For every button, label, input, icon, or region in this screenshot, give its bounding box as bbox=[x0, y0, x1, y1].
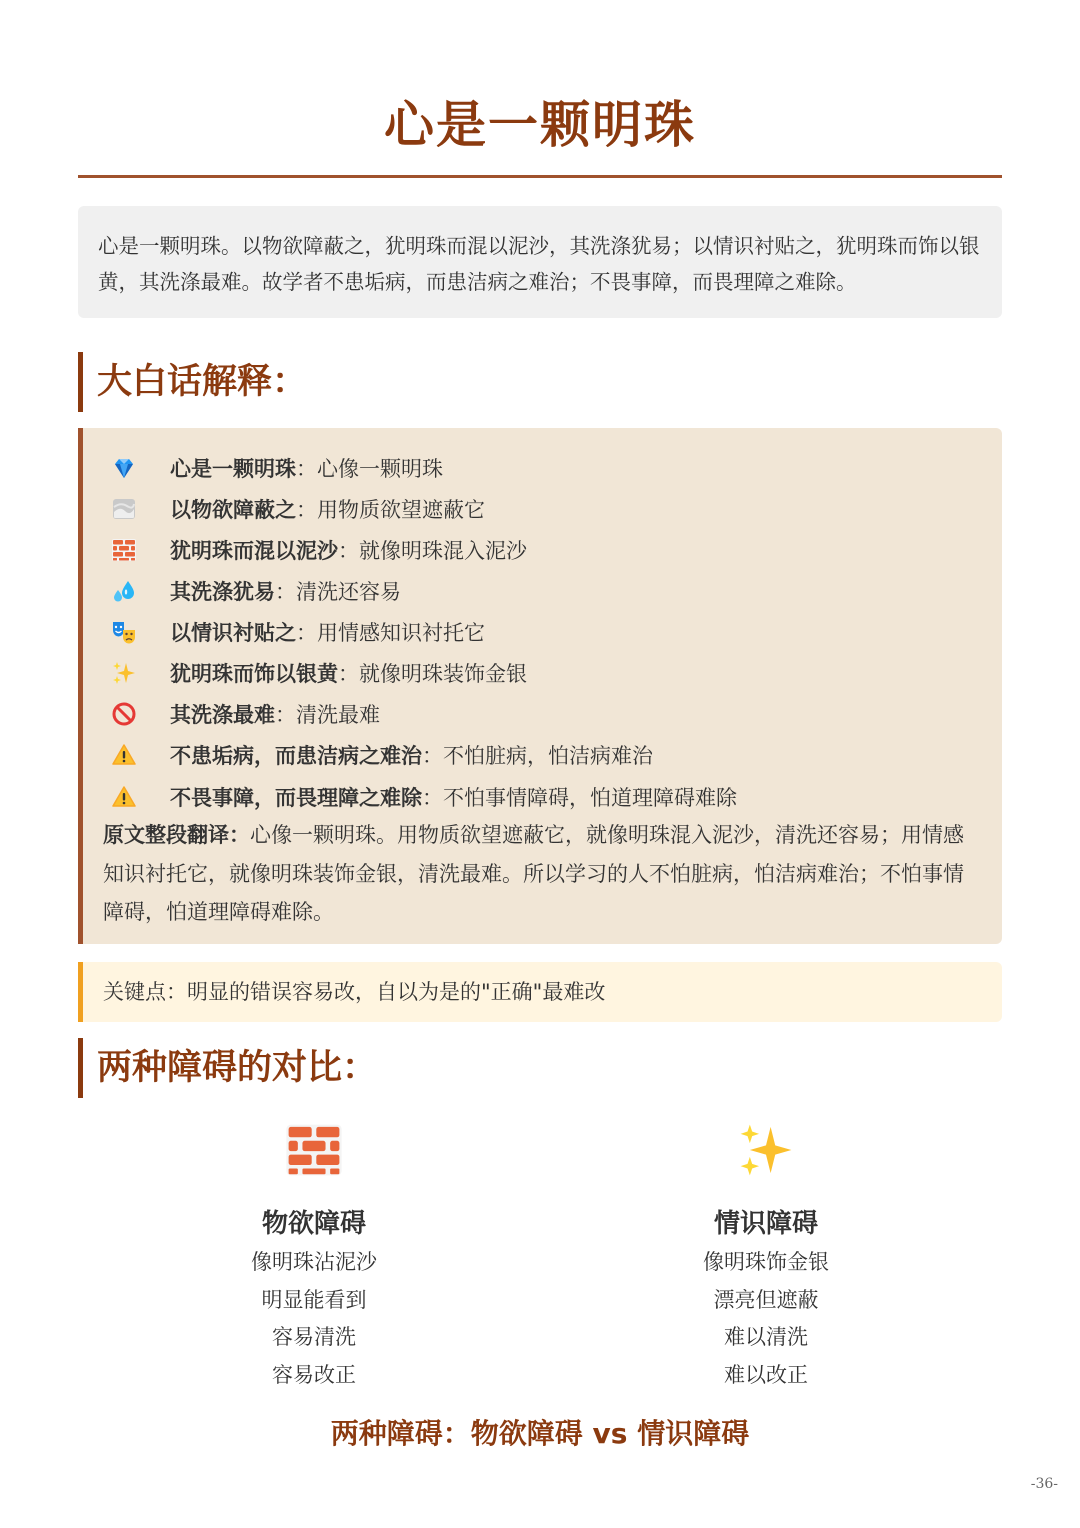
gloss-term: 其洗涤犹易 bbox=[170, 580, 275, 604]
gloss-meaning: 就像明珠装饰金银 bbox=[359, 662, 527, 686]
original-text-box: 心是一颗明珠。以物欲障蔽之，犹明珠而混以泥沙，其洗涤犹易；以情识衬贴之，犹明珠而饰以银黄，其洗涤最难。故学者不患垢病，而患洁病之难治；不畏事障，而畏理障之难除。 bbox=[78, 206, 1002, 318]
list-item: 像明珠沾泥沙 bbox=[251, 1250, 377, 1274]
gloss-row bbox=[111, 491, 485, 527]
gloss-term: 不患垢病，而患洁病之难治 bbox=[170, 744, 422, 768]
comparison-heading: 两种障碍的对比： bbox=[78, 1038, 1002, 1098]
brick-icon bbox=[111, 537, 137, 563]
list-item: 难以清洗 bbox=[724, 1325, 808, 1349]
list-item: 漂亮但遮蔽 bbox=[713, 1287, 819, 1312]
brick-icon bbox=[284, 1120, 344, 1180]
comparison-footer: 两种障碍：物欲障碍 vs 情识障碍 bbox=[330, 1417, 750, 1450]
sparkles-icon bbox=[111, 660, 137, 686]
gloss-meaning: 心像一颗明珠 bbox=[317, 457, 443, 481]
full-translation bbox=[103, 816, 983, 932]
prohibited-icon bbox=[111, 701, 137, 727]
gloss-meaning: 用情感知识衬托它 bbox=[317, 621, 485, 645]
gloss-term: 以物欲障蔽之 bbox=[170, 498, 296, 522]
sparkles-icon bbox=[736, 1120, 796, 1180]
warning-icon bbox=[111, 784, 137, 810]
explanation-heading: 大白话解释： bbox=[78, 352, 1002, 412]
gloss-separator: ： bbox=[422, 744, 443, 768]
gloss-row bbox=[111, 696, 380, 732]
gloss-separator: ： bbox=[338, 539, 359, 563]
page-number: -36- bbox=[1030, 1476, 1058, 1492]
gloss-term: 其洗涤最难 bbox=[170, 703, 275, 727]
explanation-box bbox=[78, 428, 1002, 944]
gloss-meaning: 清洗还容易 bbox=[296, 580, 401, 604]
gloss-separator: ： bbox=[338, 662, 359, 686]
gloss-meaning: 不怕事情障碍，怕道理障碍难除 bbox=[443, 786, 737, 810]
gloss-separator: ： bbox=[296, 457, 317, 481]
gloss-meaning: 就像明珠混入泥沙 bbox=[359, 539, 527, 563]
gloss-term: 心是一颗明珠 bbox=[170, 457, 296, 481]
sweat-droplets-icon bbox=[111, 578, 137, 604]
gloss-meaning: 用物质欲望遮蔽它 bbox=[317, 498, 485, 522]
comparison-right bbox=[566, 1120, 966, 1394]
gem-icon bbox=[111, 455, 137, 481]
gloss-row bbox=[111, 532, 527, 568]
gloss-row bbox=[111, 779, 737, 815]
warning-icon bbox=[111, 742, 137, 768]
list-item: 明显能看到 bbox=[261, 1287, 367, 1312]
title-divider bbox=[78, 175, 1002, 178]
gloss-row bbox=[111, 614, 485, 650]
gloss-separator: ： bbox=[296, 621, 317, 645]
gloss-row bbox=[111, 573, 401, 609]
comparison-left-items bbox=[114, 1244, 514, 1394]
gloss-row bbox=[111, 737, 653, 773]
comparison-right-items bbox=[566, 1244, 966, 1394]
comparison-right-title: 情识障碍 bbox=[713, 1209, 818, 1239]
gloss-term: 犹明珠而饰以银黄 bbox=[170, 662, 338, 686]
gloss-term: 不畏事障，而畏理障之难除 bbox=[170, 786, 422, 810]
page-title: 心是一颗明珠 bbox=[384, 96, 696, 154]
gloss-meaning: 不怕脏病，怕洁病难治 bbox=[443, 744, 653, 768]
list-item: 像明珠饰金银 bbox=[703, 1250, 829, 1274]
translation-label: 原文整段翻译： bbox=[103, 823, 250, 847]
gloss-row bbox=[111, 450, 443, 486]
fog-icon bbox=[111, 496, 137, 522]
list-item: 容易清洗 bbox=[272, 1325, 356, 1349]
gloss-meaning: 清洗最难 bbox=[296, 703, 380, 727]
key-point-callout: 关键点：明显的错误容易改，自以为是的"正确"最难改 bbox=[78, 962, 1002, 1022]
gloss-separator: ： bbox=[296, 498, 317, 522]
translation-text: 心像一颗明珠。用物质欲望遮蔽它，就像明珠混入泥沙，清洗还容易；用情感知识衬托它，就像明珠装饰金银，清洗最难。所以学习的人不怕脏病，怕洁病难治；不怕事情障碍，怕道理障碍难除。 bbox=[103, 823, 964, 924]
list-item: 容易改正 bbox=[272, 1362, 356, 1387]
gloss-term: 犹明珠而混以泥沙 bbox=[170, 539, 338, 563]
gloss-row bbox=[111, 655, 527, 691]
comparison-left-title: 物欲障碍 bbox=[261, 1209, 366, 1239]
gloss-term: 以情识衬贴之 bbox=[170, 621, 296, 645]
gloss-separator: ： bbox=[422, 786, 443, 810]
theater-masks-icon bbox=[111, 619, 137, 645]
gloss-separator: ： bbox=[275, 580, 296, 604]
gloss-separator: ： bbox=[275, 703, 296, 727]
comparison-left bbox=[114, 1120, 514, 1394]
list-item: 难以改正 bbox=[724, 1362, 808, 1387]
